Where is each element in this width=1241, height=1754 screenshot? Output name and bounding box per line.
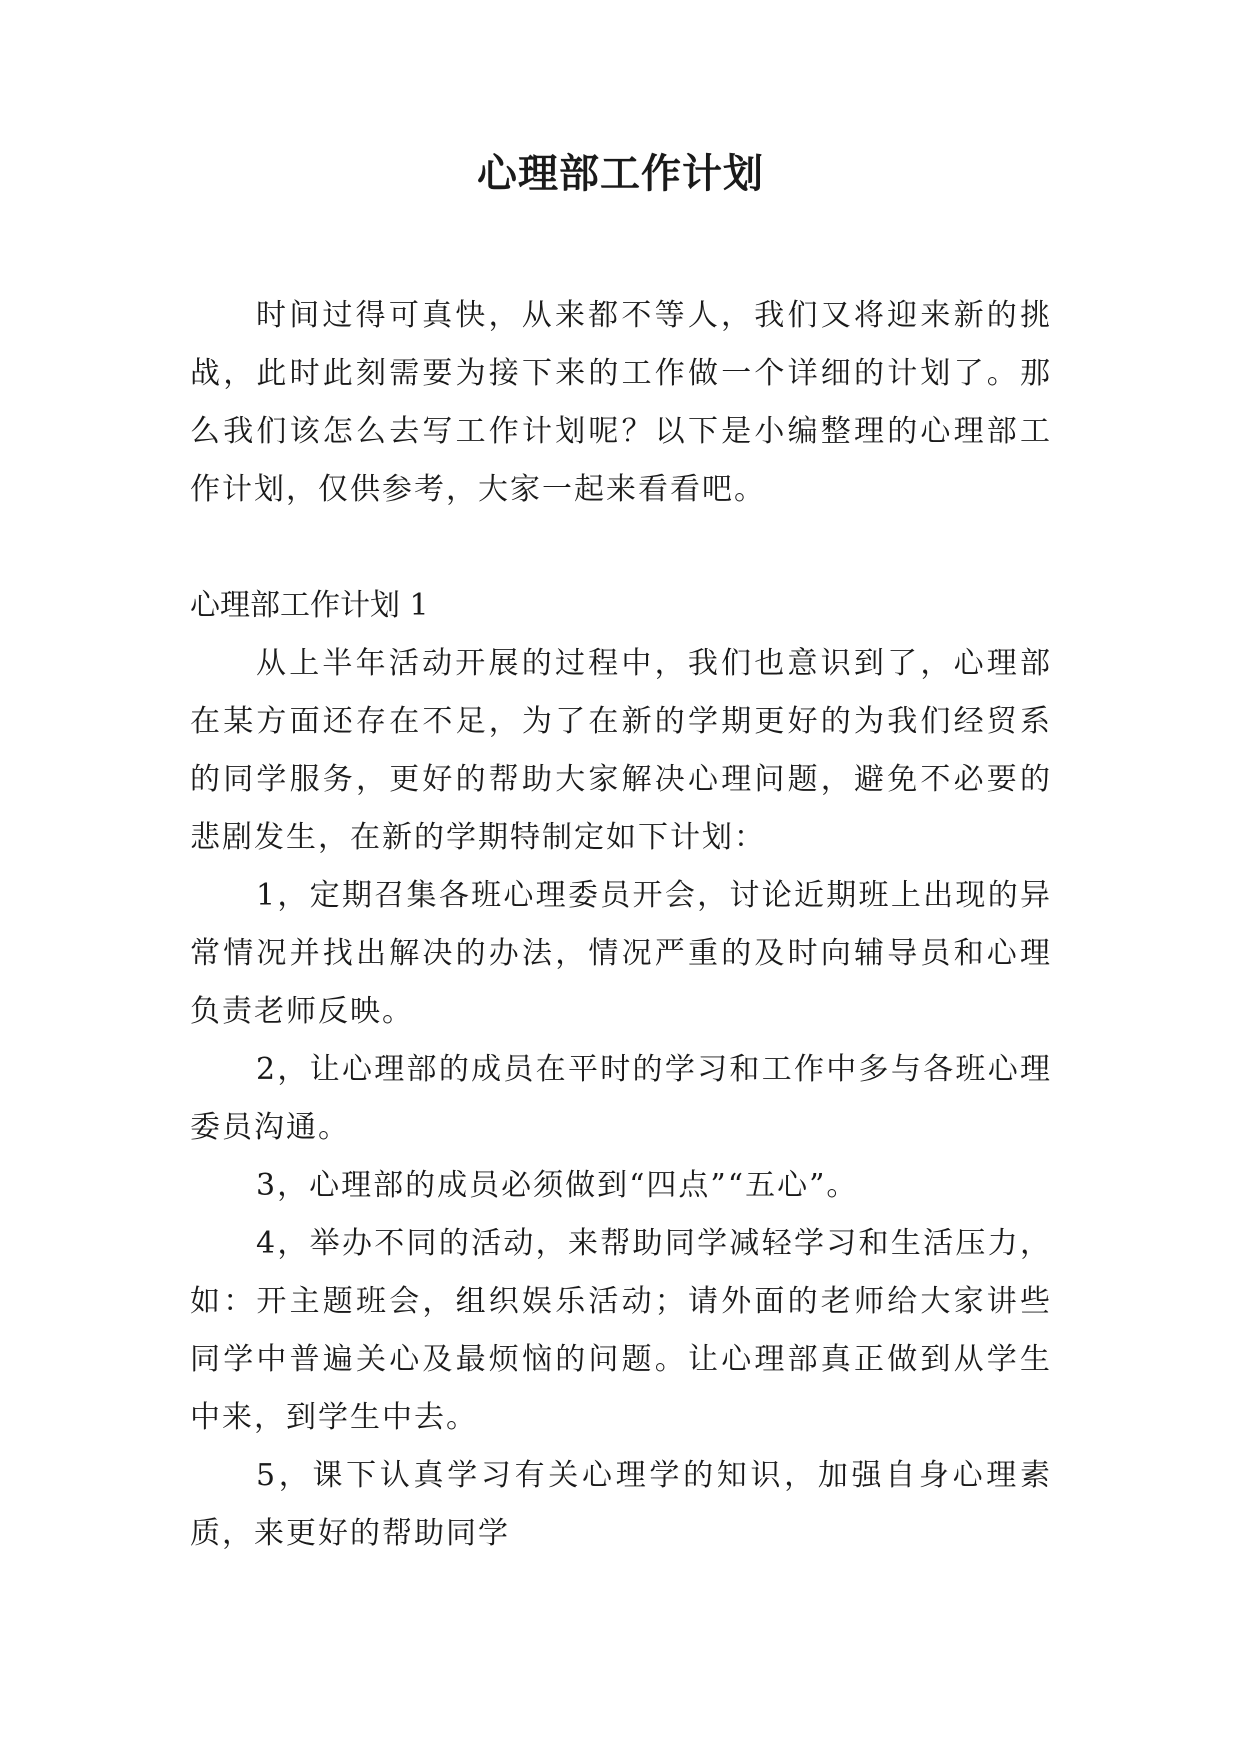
section-1 — [190, 577, 1052, 1563]
section-paragraph: 从上半年活动开展的过程中，我们也意识到了，心理部在某方面还存在不足，为了在新的学期更好的为我们经贸系的同学服务，更好的帮助大家解决心理问题，避免不必要的悲剧发生，在新的学期特制定如下计划： — [190, 646, 1052, 855]
list-item-4: 4，举办不同的活动，来帮助同学减轻学习和生活压力，如：开主题班会，组织娱乐活动；请外面的老师给大家讲些同学中普遍关心及最烦恼的问题。让心理部真正做到从学生中来，到学生中去。 — [190, 1226, 1052, 1435]
list-item-2: 2，让心理部的成员在平时的学习和工作中多与各班心理委员沟通。 — [190, 1052, 1052, 1145]
intro-paragraph: 时间过得可真快，从来都不等人，我们又将迎来新的挑战，此时此刻需要为接下来的工作做一个详细的计划了。那么我们该怎么去写工作计划呢？以下是小编整理的心理部工作计划，仅供参考，大家一起来看看吧。 — [190, 298, 1052, 507]
list-item-5: 5，课下认真学习有关心理学的知识，加强自身心理素质，来更好的帮助同学 — [190, 1458, 1052, 1551]
list-item-3: 3，心理部的成员必须做到“四点”“五心”。 — [256, 1168, 859, 1203]
list-item-1: 1，定期召集各班心理委员开会，讨论近期班上出现的异常情况并找出解决的办法，情况严重的及时向辅导员和心理负责老师反映。 — [190, 878, 1052, 1029]
document-title: 心理部工作计划 — [477, 151, 764, 197]
section-heading: 心理部工作计划 1 — [190, 588, 429, 623]
